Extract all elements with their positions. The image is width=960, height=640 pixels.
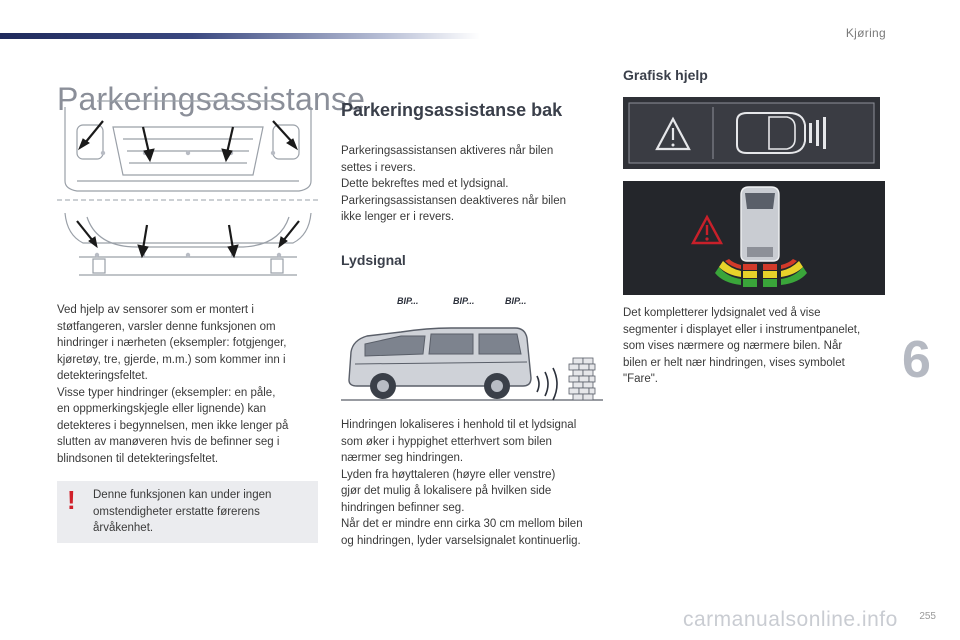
text-line: ikke lenger er i revers. — [341, 211, 455, 223]
text-line: årvåkenhet. — [93, 522, 154, 534]
section-tag: Kjøring — [845, 26, 886, 40]
text-line: settes i revers. — [341, 161, 416, 174]
text-line: kjøretøy, tre, gjerde, m.m.) som kommer inn i — [57, 353, 286, 366]
page-number: 255 — [919, 611, 936, 622]
chapter-number: 6 — [902, 331, 931, 389]
text-line: "Fare". — [623, 373, 659, 385]
text-line: Dette bekreftes med et lydsignal. — [341, 178, 509, 190]
text-line: støtfangeren, varsler denne funksjonen om — [57, 320, 276, 333]
touchscreen-display — [623, 181, 885, 295]
text-line: Parkeringsassistansen deaktiveres når bilen — [341, 194, 567, 207]
text-line: en oppmerkingskjegle eller lignende) kan — [57, 403, 267, 415]
beep-label: BIP... — [453, 296, 475, 306]
text-line: gjør det mulig å lokalisere på hvilken side — [341, 485, 552, 497]
text-line: Visse typer hindringer (eksempler: en påle, — [57, 386, 276, 399]
text-line: som øker i hyppighet etterhvert som bilen — [341, 435, 552, 448]
text-line: Det kompletterer lydsignalet ved å vise — [623, 307, 821, 319]
text-line: hindringer i nærheten (eksempler: fotgjenger, — [57, 337, 287, 349]
sound-signal-heading: Lydsignal — [341, 252, 406, 268]
beep-label: BIP... — [397, 296, 419, 306]
text-line: detekteres i begynnelsen, men ikke lenger på — [57, 419, 289, 432]
text-line: hindringen befinner seg. — [341, 501, 465, 514]
text-line: bilen er helt nær hindringen, vises symbolet — [623, 356, 845, 369]
text-line: som vises nærmere og nærmere bilen. Når — [623, 340, 843, 352]
page-title: Parkeringsassistanse — [57, 81, 366, 118]
warning-icon: ! — [67, 485, 76, 515]
warning-text — [93, 487, 308, 537]
text-line: Ved hjelp av sensorer som er montert i — [57, 304, 254, 316]
text-line: detekteringsfeltet. — [57, 370, 148, 382]
text-line: blindsonen til detekteringsfeltet. — [57, 452, 219, 465]
van-reversing-illustration — [341, 292, 603, 410]
bumper-sensors-illustration — [57, 97, 319, 293]
text-line: Parkeringsassistansen aktiveres når bilen — [341, 145, 554, 157]
text-line: Lyden fra høyttaleren (høyre eller venstre) — [341, 468, 556, 481]
warning-box — [57, 481, 318, 543]
text-line: Hindringen lokaliseres i henhold til et lydsignal — [341, 419, 577, 431]
text-line: omstendigheter erstatte førerens — [93, 505, 260, 518]
text-line: segmenter i displayet eller i instrumentpanelet, — [623, 323, 861, 336]
intro-paragraph — [57, 302, 319, 467]
text-line: Når det er mindre enn cirka 30 cm mellom bilen — [341, 518, 583, 530]
header-accent-bar — [0, 33, 480, 39]
text-line: og hindringen, lyder varselsignalet kontinuerlig. — [341, 534, 581, 547]
sound-signal-text — [341, 417, 606, 549]
text-line: slutten av manøveren hvis de befinner seg i — [57, 436, 280, 448]
text-line: nærmer seg hindringen. — [341, 452, 464, 464]
graphic-help-heading: Grafisk hjelp — [623, 67, 708, 83]
beep-label: BIP... — [505, 296, 527, 306]
text-line: Denne funksjonen kan under ingen — [93, 489, 272, 501]
rear-assist-heading: Parkeringsassistanse bak — [341, 100, 563, 120]
rear-assist-text — [341, 143, 603, 226]
instrument-panel-display — [623, 97, 880, 169]
watermark: carmanualsonline.info — [683, 608, 898, 631]
graphic-help-text — [623, 305, 885, 388]
